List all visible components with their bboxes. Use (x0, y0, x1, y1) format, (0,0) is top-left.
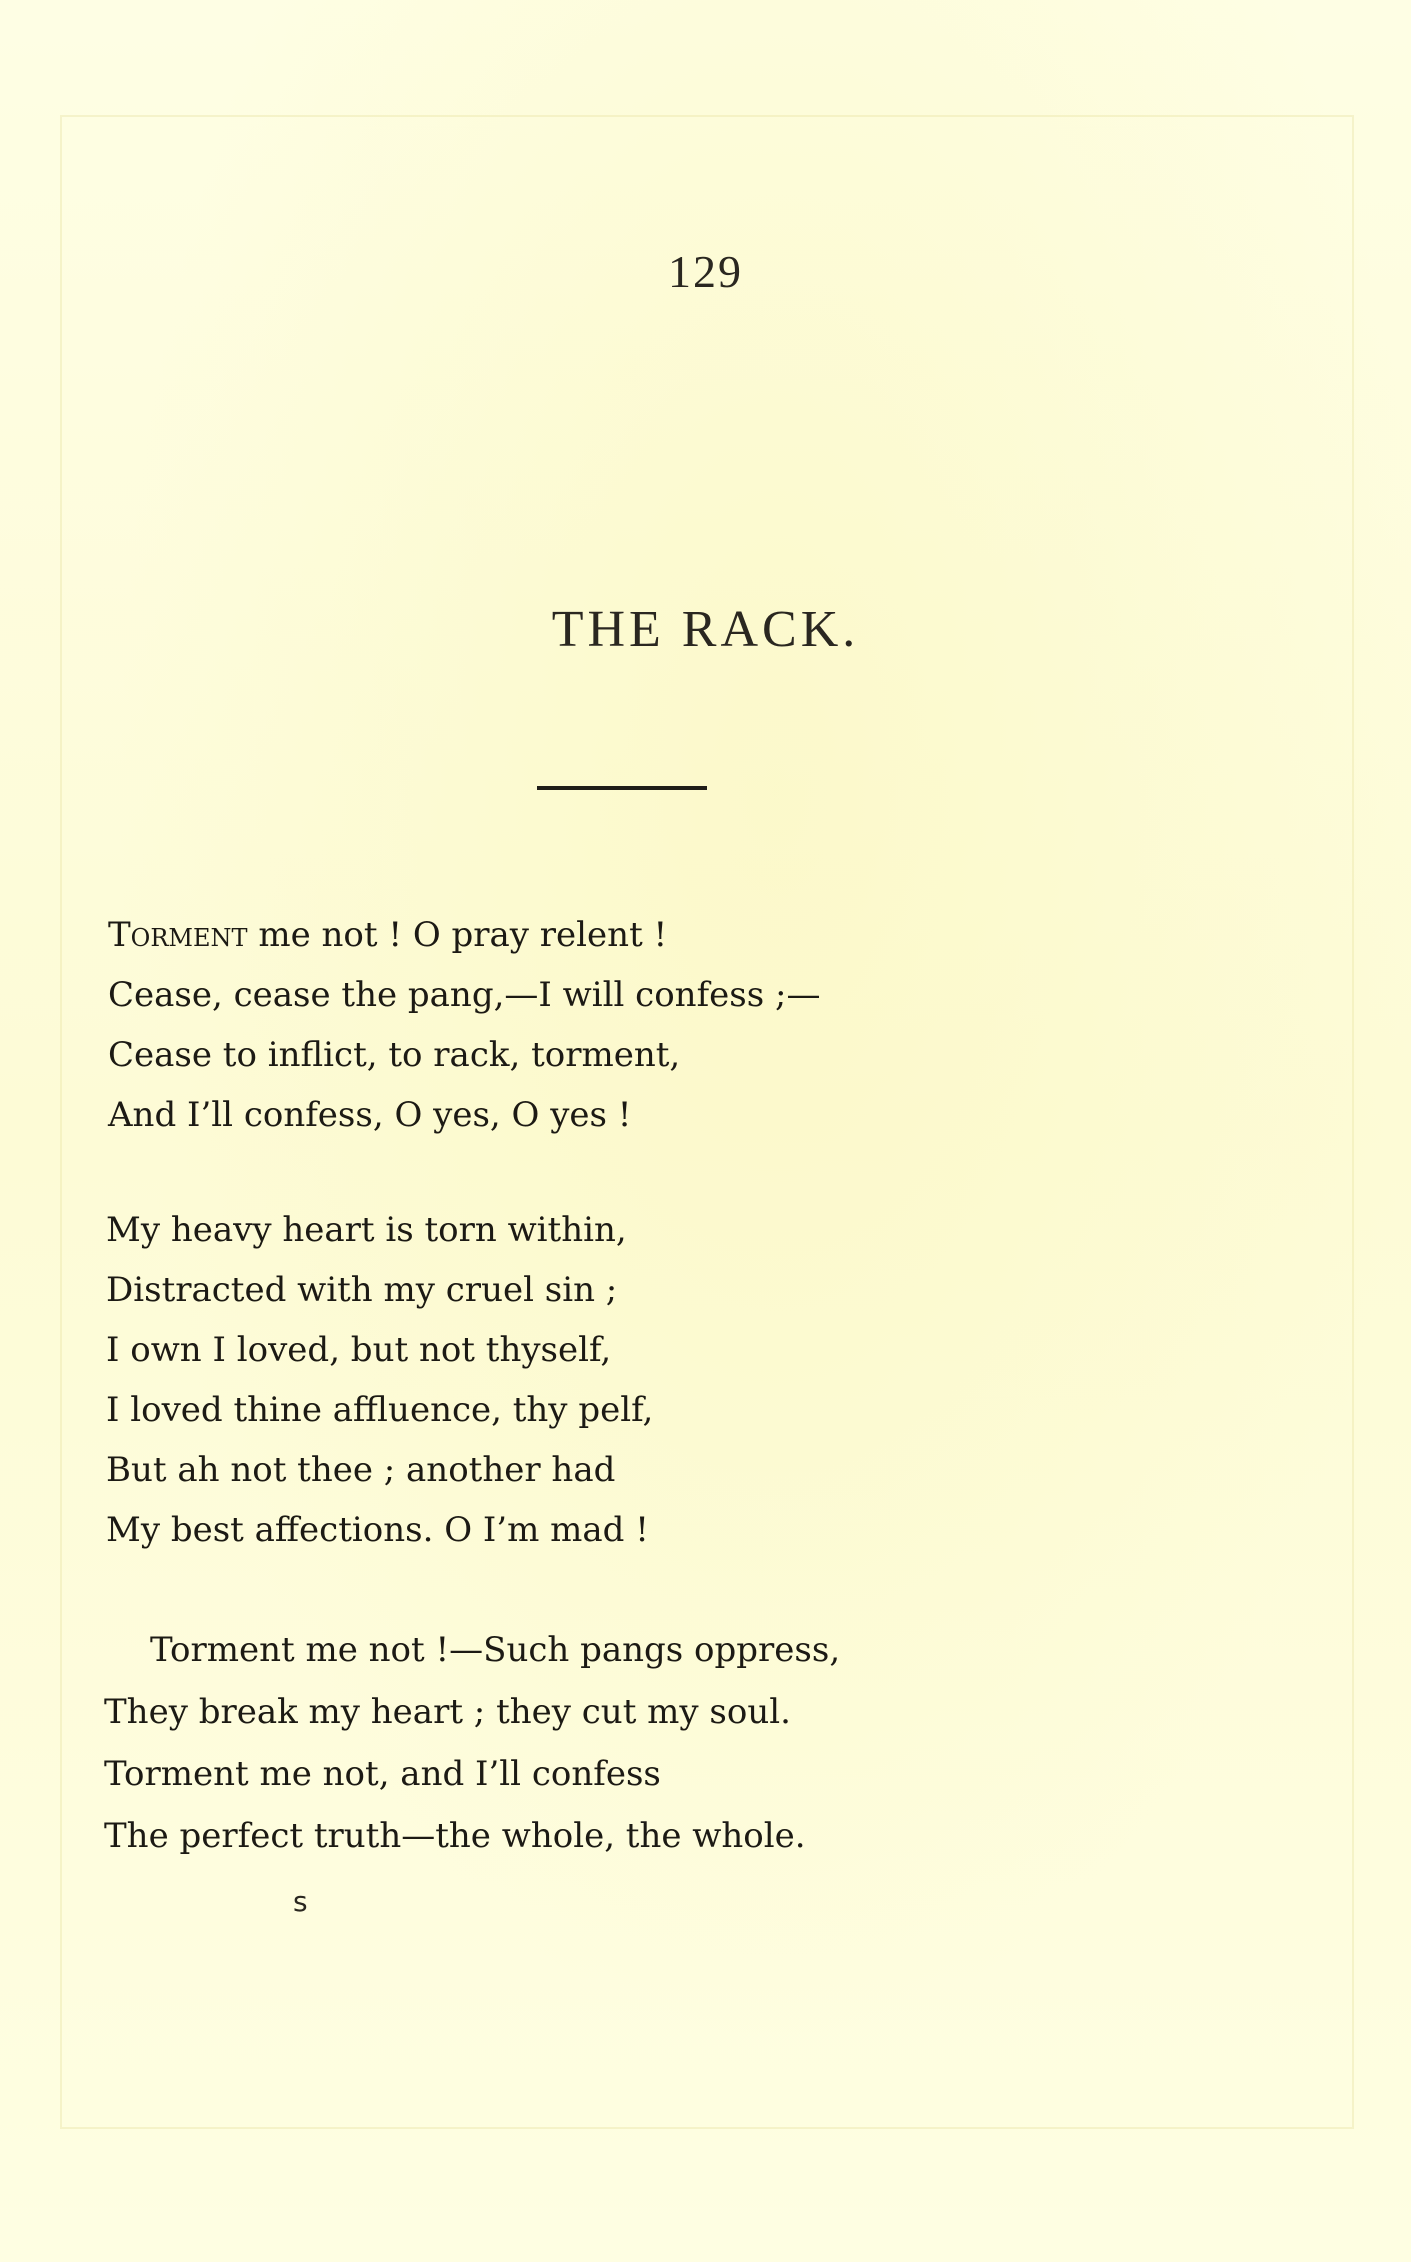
poem-line: Torment me not ! O pray relent ! (108, 915, 668, 955)
poem-line: Cease to inflict, to rack, torment, (108, 1035, 681, 1075)
poem-line: My best affections. O I’m mad ! (106, 1510, 649, 1550)
signature-mark: s (293, 1885, 308, 1918)
page-number: 129 (668, 246, 743, 297)
poem-line: I own I loved, but not thyself, (106, 1330, 612, 1370)
poem-line: Torment me not, and I’ll confess (104, 1754, 661, 1794)
opening-word: Torment (108, 915, 248, 955)
poem-title: THE RACK. (551, 601, 860, 658)
poem-line: And I’ll confess, O yes, O yes ! (108, 1095, 632, 1135)
poem-line: But ah not thee ; another had (106, 1450, 616, 1490)
poem-line: They break my heart ; they cut my soul. (104, 1692, 791, 1732)
title-divider (537, 786, 707, 790)
poem-line: The perfect truth—the whole, the whole. (104, 1816, 806, 1856)
poem-line: Torment me not !—Such pangs oppress, (150, 1630, 841, 1670)
poem-line: I loved thine affluence, thy pelf, (106, 1390, 654, 1430)
poem-line: Distracted with my cruel sin ; (106, 1270, 618, 1310)
poem-line: My heavy heart is torn within, (106, 1210, 627, 1250)
poem-line: Cease, cease the pang,—I will confess ;— (108, 975, 821, 1015)
